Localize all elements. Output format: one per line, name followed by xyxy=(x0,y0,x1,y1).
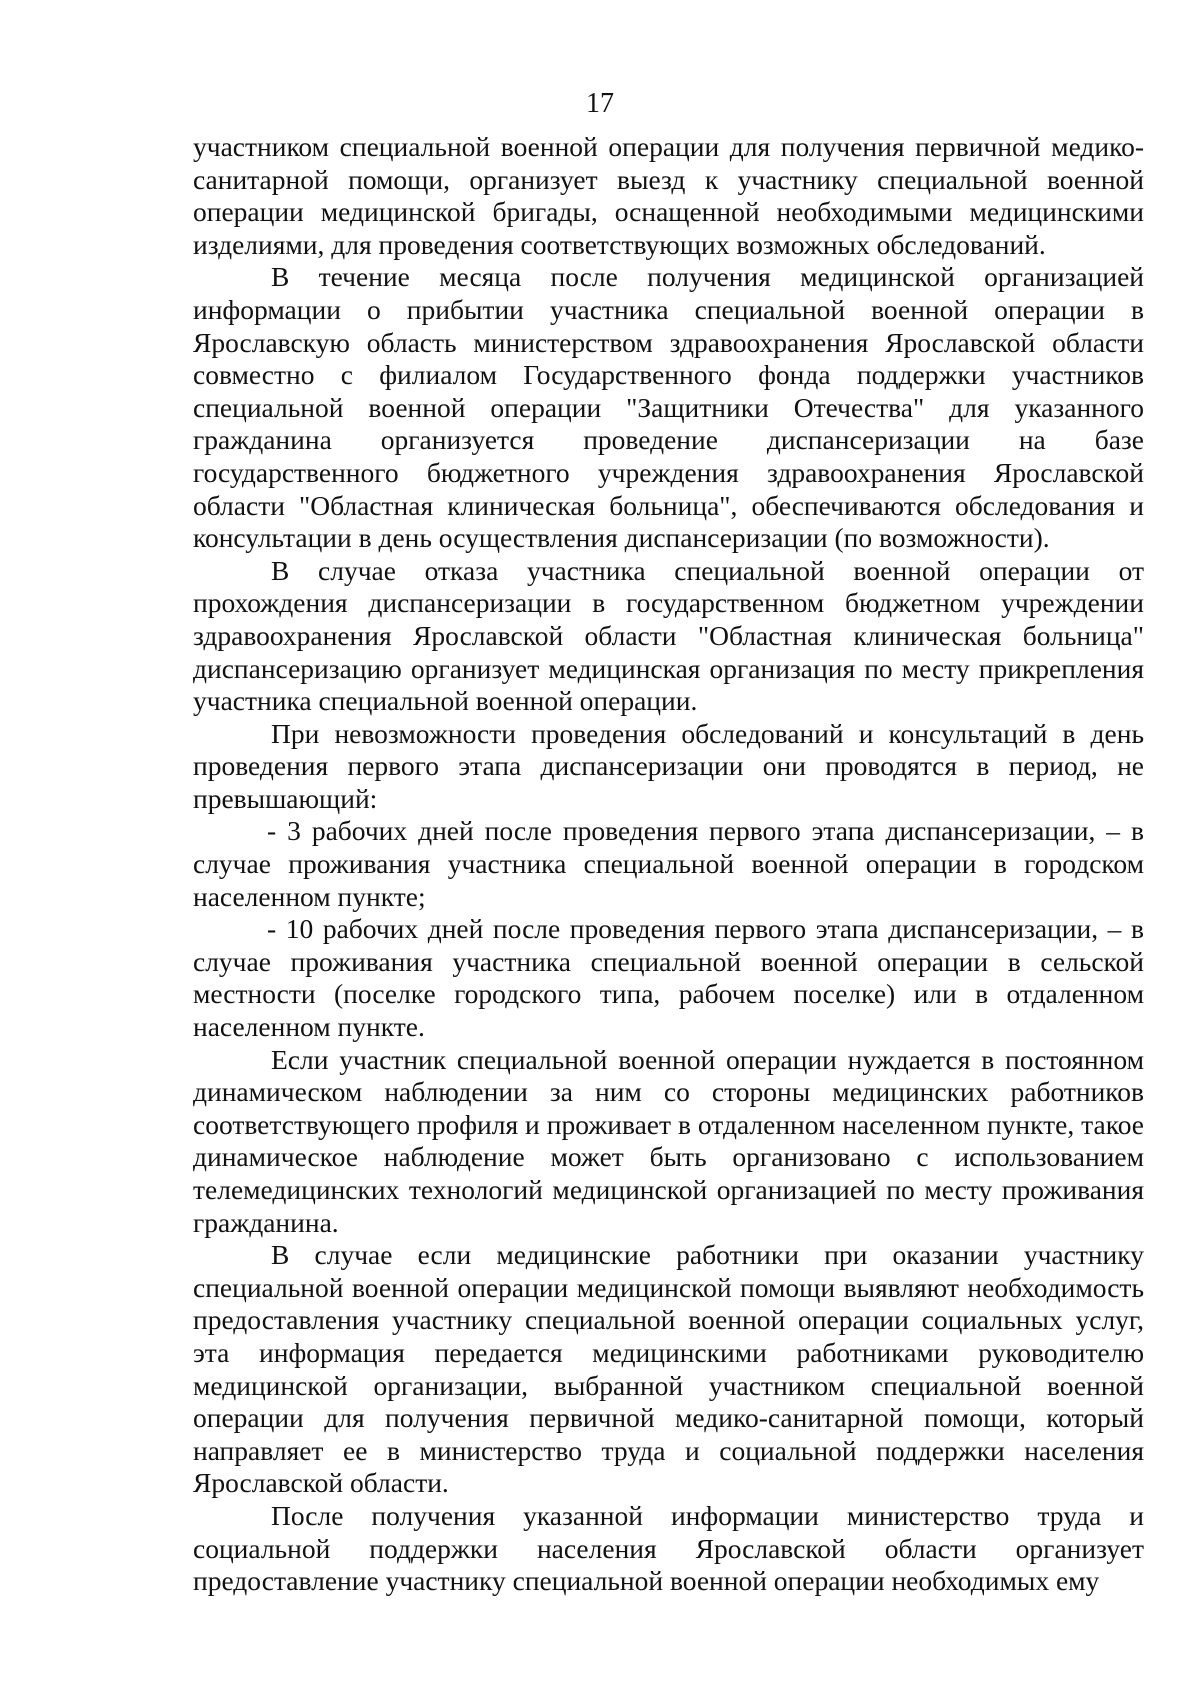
list-item-urban: - 3 рабочих дней после проведения первого этапа диспансеризации, – в случае проживания участника специальной военной операции в городском населенном пункте; xyxy=(193,815,1144,912)
paragraph-social-services: В случае если медицинские работники при оказании участнику специальной военной операции медицинской помощи выявляют необходимость предоставления участнику специальной военной операции социальных услуг, эта информация передается медицинскими работниками руководителю медицинской организации, выбранной участником специальной военной операции для получения первичной медико-санитарной помощи, который направляет ее в министерство труда и социальной поддержки населения Ярославской области. xyxy=(193,1239,1144,1499)
paragraph-ministry-action: После получения указанной информации министерство труда и социальной поддержки населения Ярославской области организует предоставление участнику специальной военной операции необходимых ему xyxy=(193,1499,1144,1597)
paragraph-refusal-case: В случае отказа участника специальной военной операции от прохождения диспансеризации в государственном бюджетном учреждении здравоохранения Ярославской области "Областная клиническая больница" диспансеризацию организует медицинская организация по месту прикрепления участника специальной военной операции. xyxy=(193,554,1144,717)
list-item-rural: - 10 рабочих дней после проведения первого этапа диспансеризации, – в случае проживания участника специальной военной операции в сельской местности (поселке городского типа, рабочем поселке) или в отдаленном населенном пункте. xyxy=(193,913,1144,1043)
paragraph-continuation: участником специальной военной операции для получения первичной медико-санитарной помощи, организует выезд к участнику специальной военной операции медицинской бригады, оснащенной необходимыми медицинскими изделиями, для проведения соответствующих возможных обследований. xyxy=(193,131,1144,260)
paragraph-dispensary-organization: В течение месяца после получения медицинской организацией информации о прибытии участника специальной военной операции в Ярославскую область министерством здравоохранения Ярославской области совместно с филиалом Государственного фонда поддержки участников специальной военной операции "Защитники Отечества" для указанного гражданина организуется проведение диспансеризации на базе государственного бюджетного учреждения здравоохранения Ярославской области "Областная клиническая больница", обеспечиваются обследования и консультации в день осуществления диспансеризации (по возможности). xyxy=(193,261,1144,554)
paragraph-examination-period: При невозможности проведения обследований и консультаций в день проведения первого этапа диспансеризации они проводятся в период, не превышающий: xyxy=(193,717,1144,814)
paragraph-telemedicine: Если участник специальной военной операции нуждается в постоянном динамическом наблюдении за ним со стороны медицинских работников соответствующего профиля и проживает в отдаленном населенном пункте, такое динамическое наблюдение может быть организовано с использованием телемедицинских технологий медицинской организацией по месту проживания гражданина. xyxy=(193,1043,1144,1238)
document-body xyxy=(193,131,1144,1598)
page-number: 17 xyxy=(586,88,614,119)
